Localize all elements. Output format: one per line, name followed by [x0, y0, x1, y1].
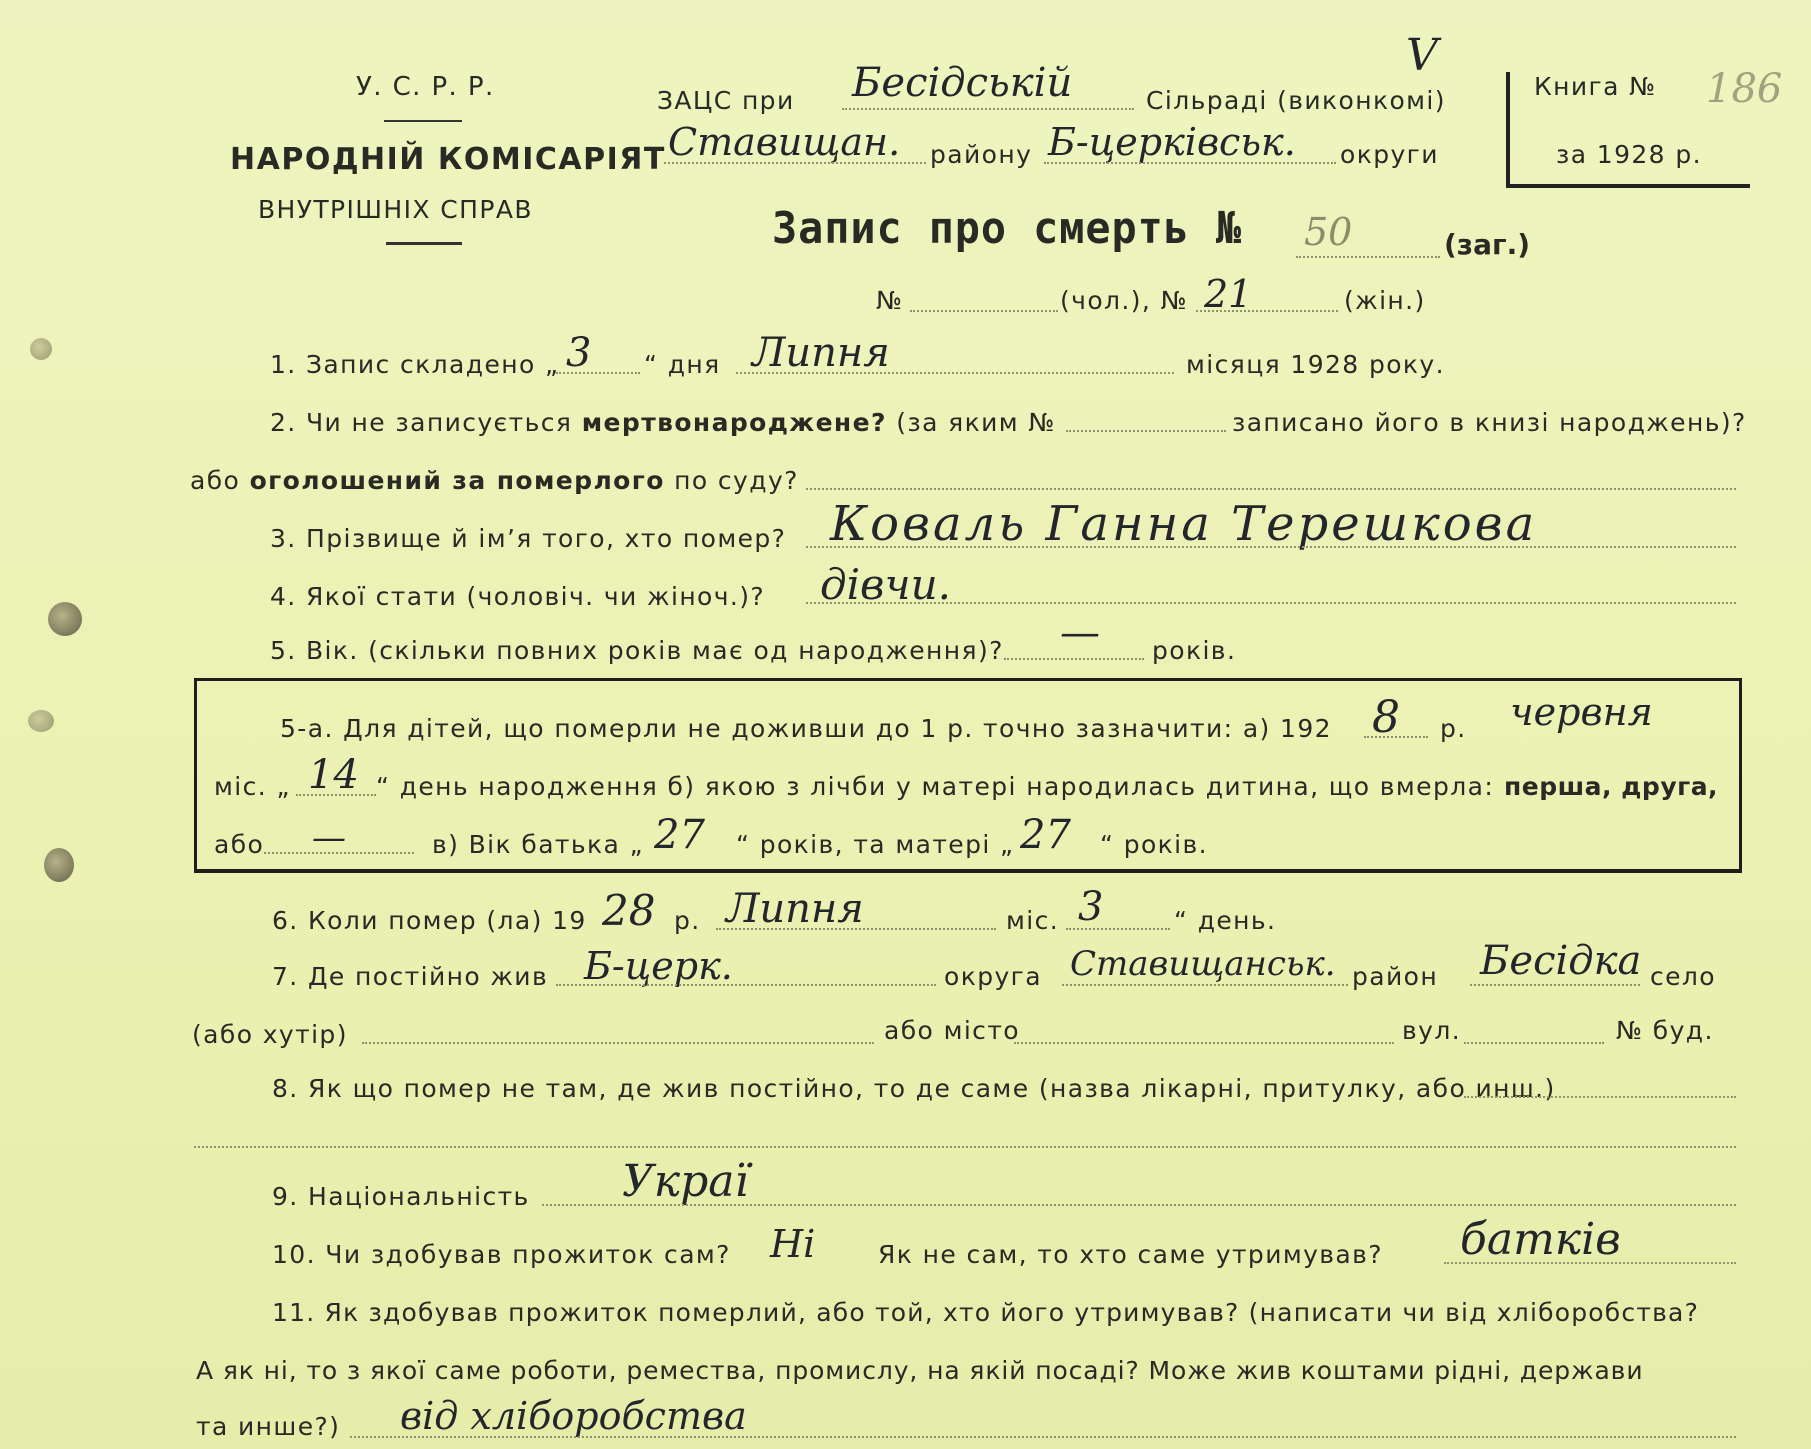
book-year: за 1928 р. — [1556, 140, 1702, 169]
item1-month-handwritten: Липня — [752, 330, 890, 376]
item11-line1: 11. Як здобував прожиток померлий, або той, хто його утримував? (написати чи від хліборобства? — [272, 1298, 1700, 1327]
item1-year: місяця 1928 року. — [1186, 350, 1445, 379]
item11-line — [350, 1436, 1736, 1438]
okruga-label: округи — [1340, 140, 1439, 169]
item3-label: 3. Прізвище й ім’я того, хто помер? — [270, 524, 787, 553]
item7-khutir-line — [362, 1042, 874, 1044]
item6-r: р. — [674, 906, 701, 935]
item2-second-line — [190, 466, 799, 495]
item7-selo: село — [1650, 962, 1717, 991]
male-number-label: № — [876, 286, 904, 315]
item5-age-handwritten: — — [1060, 610, 1100, 656]
book-number-handwritten: 186 — [1706, 66, 1783, 112]
item2-label — [270, 408, 1056, 437]
item9-nationality-handwritten: Украї — [622, 1156, 749, 1207]
female-number-line — [1196, 310, 1338, 312]
item5-age-line — [1004, 658, 1144, 660]
item2-number-line — [1066, 430, 1226, 432]
box-line3-abo: або — [214, 830, 265, 859]
record-number-handwritten: 50 — [1304, 210, 1353, 254]
box-line1-text: 5-а. Для дітей, що померли не доживши до 1 р. точно зазначити: а) 192 — [280, 714, 1332, 743]
item6-month-handwritten: Липня — [726, 886, 864, 932]
item9-line — [542, 1204, 1736, 1206]
item6-month-line — [716, 928, 996, 930]
raion-label: району — [930, 140, 1033, 169]
book-label: Книга № — [1534, 72, 1657, 101]
female-number-handwritten: 21 — [1204, 272, 1253, 316]
book-box-left-border — [1506, 72, 1510, 188]
zhin-label: (жін.) — [1344, 286, 1426, 315]
check-mark: V — [1406, 30, 1438, 81]
item8-label: 8. Як що помер не там, де жив постійно, то де саме (назва лікарні, притулку, або инш.) — [272, 1074, 1556, 1103]
item2-book-text: записано його в книзі народжень)? — [1232, 408, 1747, 437]
item7-raion: район — [1352, 962, 1439, 991]
divider — [386, 242, 462, 245]
item2-declared-dead: оголошений за померлого — [249, 466, 665, 495]
item10-supported-by: Як не сам, то хто саме утримував? — [878, 1240, 1383, 1269]
item6-day-handwritten: 3 — [1078, 884, 1104, 930]
ussr-label: У. С. Р. Р. — [356, 72, 495, 102]
box-birth-day-handwritten: 14 — [308, 752, 359, 798]
item6-year-handwritten: 28 — [602, 886, 656, 935]
item7-okruga-handwritten: Б-церк. — [584, 944, 733, 988]
item7-raion-handwritten: Ставищанськ. — [1070, 944, 1336, 984]
box-order-line — [264, 852, 414, 854]
item1-dnya: “ дня — [644, 350, 721, 379]
punch-hole — [44, 848, 74, 882]
item7-selo-handwritten: Бесідка — [1480, 938, 1642, 984]
item7-khutir: (або хутір) — [192, 1020, 348, 1049]
page-title: Запис про смерть № — [772, 203, 1243, 254]
item7-selo-line — [1470, 984, 1640, 986]
box-father-label: в) Вік батька „ — [432, 830, 644, 859]
punch-hole — [28, 710, 54, 732]
male-number-line — [910, 310, 1058, 312]
item2-stillborn: мертвонароджене? — [581, 408, 887, 437]
box-birth-year-handwritten: 8 — [1372, 692, 1400, 743]
item11-line3: та инше?) — [196, 1412, 341, 1441]
divider — [384, 120, 462, 122]
item1-label: 1. Запис складено „ — [270, 350, 560, 379]
item7-okruga-line — [556, 984, 936, 986]
item10-line — [1444, 1262, 1736, 1264]
item2-which-no: (за яким № — [896, 408, 1056, 437]
item5-label: 5. Вік. (скільки повних років має од народження)? — [270, 636, 1004, 665]
item7-vul: вул. — [1402, 1016, 1462, 1045]
item6-label: 6. Коли помер (ла) 19 — [272, 906, 587, 935]
punch-hole — [30, 338, 52, 360]
item6-day-line — [1066, 928, 1170, 930]
box-mother-label: “ років, та матері „ — [736, 830, 1015, 859]
item10-self-handwritten: Ні — [770, 1222, 816, 1266]
item6-mis: міс. — [1006, 906, 1060, 935]
chol-label: (чол.), № — [1060, 286, 1188, 315]
item4-label: 4. Якої стати (чоловіч. чи жіноч.)? — [270, 582, 766, 611]
selrada-label: Сільраді (виконкомі) — [1146, 86, 1446, 115]
item5-years: років. — [1152, 636, 1237, 665]
box-r-label: р. — [1440, 714, 1467, 743]
item2-court: по суду? — [674, 466, 799, 495]
punch-hole — [48, 602, 82, 636]
okruga-field-line — [1044, 162, 1336, 164]
box-line2-mis: міс. „ — [214, 772, 291, 801]
zags-field-line — [842, 108, 1134, 110]
item11-line2: А як ні, то з якої саме роботи, ремества, промислу, на якій посаді? Може жив коштами рідні, держави — [196, 1356, 1644, 1385]
raion-field-line — [664, 162, 926, 164]
item3-name-handwritten: Коваль Ганна Терешкова — [830, 496, 1538, 552]
item6-den: “ день. — [1174, 906, 1277, 935]
zag-label: (заг.) — [1444, 228, 1531, 261]
raion-handwritten: Ставищан. — [668, 120, 901, 164]
item7-bud: № буд. — [1616, 1016, 1714, 1045]
item9-label: 9. Національність — [272, 1182, 530, 1211]
item1-day-line — [556, 372, 640, 374]
item7-raion-line — [1062, 984, 1348, 986]
box-years-label: “ років. — [1100, 830, 1208, 859]
okruga-handwritten: Б-церківськ. — [1048, 120, 1296, 164]
commissariat-title: НАРОДНІЙ КОМІСАРІЯТ — [230, 142, 666, 177]
item7-vul-line — [1464, 1042, 1604, 1044]
item3-name-line — [806, 546, 1736, 548]
item7-misto-line — [1014, 1042, 1394, 1044]
box-father-age-handwritten: 27 — [654, 812, 705, 858]
commissariat-subtitle: ВНУТРІШНІХ СПРАВ — [258, 195, 533, 224]
box-line2-text: “ день народження б) якою з лічби у матері народилась дитина, що вмерла: — [376, 772, 1495, 801]
item2-abo: або — [190, 466, 241, 495]
zags-label: ЗАЦС при — [657, 86, 795, 115]
box-mother-age-handwritten: 27 — [1020, 812, 1071, 858]
box-line2-bold: перша, друга, — [1504, 772, 1719, 801]
item7-label: 7. Де постійно жив — [272, 962, 549, 991]
box-birth-month-handwritten: червня — [1510, 690, 1653, 734]
item2-text: 2. Чи не записується — [270, 408, 573, 437]
item7-misto: або місто — [884, 1016, 1020, 1045]
box-year-line — [1364, 736, 1428, 738]
item10-supporter-handwritten: батків — [1460, 1214, 1621, 1265]
item1-day-handwritten: 3 — [566, 330, 592, 376]
item10-label: 10. Чи здобував прожиток сам? — [272, 1240, 731, 1269]
item1-month-line — [736, 372, 1174, 374]
item8-line-1 — [1464, 1096, 1736, 1098]
box-day-line — [296, 794, 376, 796]
item2-court-line — [806, 488, 1736, 490]
box-order-handwritten: — — [312, 818, 346, 858]
zags-handwritten: Бесідській — [852, 60, 1073, 106]
item7-okruga: округа — [944, 962, 1042, 991]
item4-sex-line — [806, 602, 1736, 604]
item4-sex-handwritten: дівчи. — [820, 560, 952, 609]
book-box-bottom-border — [1506, 184, 1750, 188]
item11-occupation-handwritten: від хліборобства — [400, 1394, 747, 1438]
record-number-line — [1296, 256, 1440, 258]
item8-line-2 — [194, 1146, 1736, 1148]
